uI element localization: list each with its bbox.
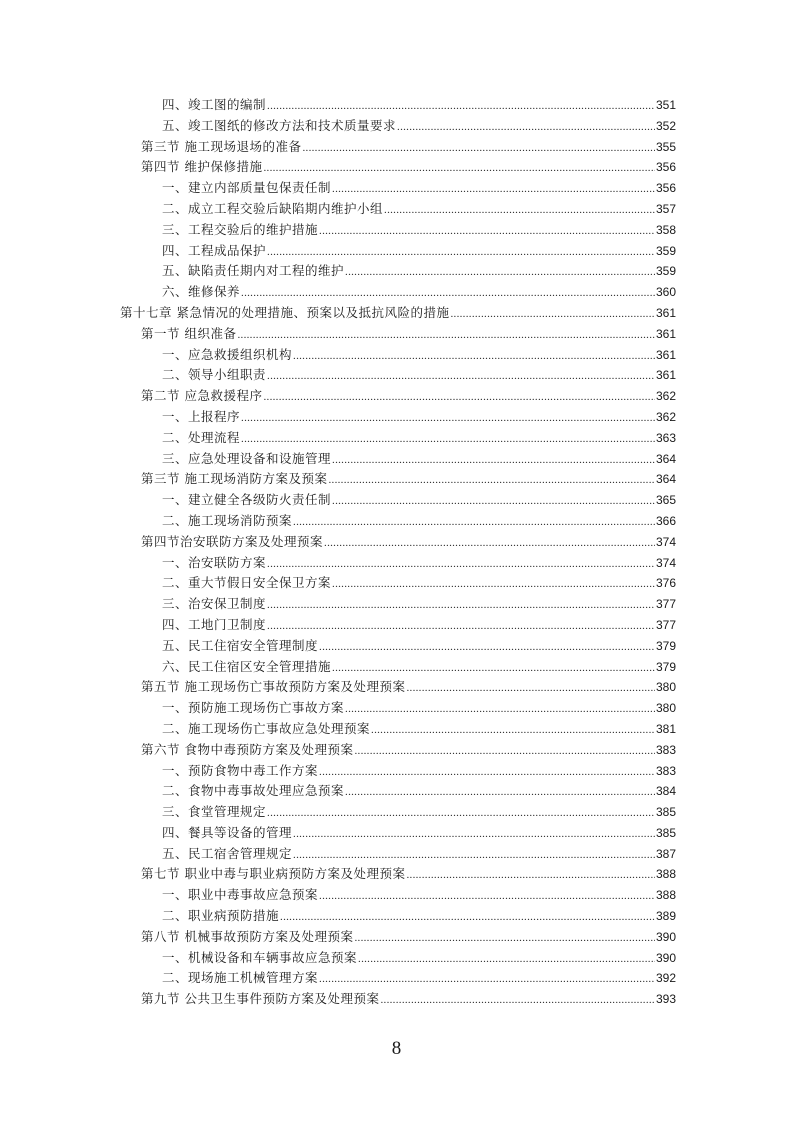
toc-dot-leader: [332, 658, 655, 679]
toc-entry[interactable]: [0, 282, 793, 303]
toc-dot-leader: [345, 699, 655, 720]
toc-entry-title: 二、职业病预防措施: [162, 908, 280, 924]
toc-entry-page: 390: [655, 929, 676, 944]
toc-entry-page: 379: [655, 638, 676, 653]
toc-entry-page: 366: [655, 513, 676, 528]
table-of-contents: [0, 95, 793, 1010]
toc-entry-page: 389: [655, 909, 676, 924]
toc-dot-leader: [241, 408, 655, 429]
toc-dot-leader: [241, 283, 655, 304]
toc-dot-leader: [241, 429, 655, 450]
toc-dot-leader: [293, 824, 655, 845]
toc-dot-leader: [406, 865, 654, 886]
toc-entry[interactable]: [0, 95, 793, 116]
toc-dot-leader: [267, 616, 655, 637]
toc-dot-leader: [384, 200, 655, 221]
toc-dot-leader: [332, 574, 655, 595]
toc-entry-title: 第三节 施工现场消防方案及预案: [141, 471, 328, 487]
toc-dot-leader: [267, 803, 655, 824]
toc-entry-title: 第九节 公共卫生事件预防方案及处理预案: [141, 991, 380, 1007]
toc-dot-leader: [319, 637, 655, 658]
toc-dot-leader: [293, 845, 655, 866]
toc-dot-leader: [319, 221, 655, 242]
toc-dot-leader: [332, 450, 655, 471]
toc-entry-page: 377: [655, 617, 676, 632]
toc-entry-title: 六、民工住宿区安全管理措施: [162, 658, 332, 674]
toc-entry-title: 四、餐具等设备的管理: [162, 824, 293, 840]
toc-entry-title: 第六节 食物中毒预防方案及处理预案: [141, 741, 354, 757]
toc-entry-title: 第三节 施工现场退场的准备: [141, 138, 302, 154]
toc-entry-title: 三、应急处理设备和设施管理: [162, 450, 332, 466]
toc-entry-page: 361: [655, 368, 676, 383]
toc-entry[interactable]: [0, 553, 793, 574]
toc-entry[interactable]: [0, 449, 793, 470]
toc-entry-title: 二、施工现场伤亡事故应急处理预案: [162, 720, 371, 736]
toc-entry-title: 第七节 职业中毒与职业病预防方案及处理预案: [141, 866, 406, 882]
toc-entry-page: 388: [655, 867, 676, 882]
toc-entry-page: 362: [655, 409, 676, 424]
toc-entry-title: 五、民工住宿安全管理制度: [162, 637, 319, 653]
toc-entry[interactable]: [0, 823, 793, 844]
toc-entry[interactable]: [0, 948, 793, 969]
toc-entry[interactable]: [0, 428, 793, 449]
toc-entry-page: 388: [655, 888, 676, 903]
toc-dot-leader: [302, 138, 654, 159]
toc-dot-leader: [319, 762, 655, 783]
toc-entry-title: 二、重大节假日安全保卫方案: [162, 575, 332, 591]
toc-dot-leader: [267, 96, 655, 117]
toc-entry-title: 四、工地门卫制度: [162, 616, 267, 632]
toc-entry-page: 362: [655, 389, 676, 404]
toc-entry[interactable]: [0, 178, 793, 199]
toc-dot-leader: [406, 678, 654, 699]
toc-entry[interactable]: [0, 511, 793, 532]
toc-entry[interactable]: [0, 802, 793, 823]
toc-dot-leader: [263, 158, 654, 179]
toc-dot-leader: [263, 387, 654, 408]
toc-dot-leader: [267, 366, 655, 387]
toc-entry-page: 359: [655, 264, 676, 279]
toc-entry-title: 四、竣工图的编制: [162, 97, 267, 112]
toc-entry-page: 381: [655, 721, 676, 736]
toc-entry-page: 356: [655, 160, 676, 175]
toc-entry[interactable]: [0, 989, 793, 1010]
toc-entry-page: 364: [655, 472, 676, 487]
toc-entry[interactable]: [0, 532, 793, 553]
toc-entry-page: 364: [655, 451, 676, 466]
toc-dot-leader: [267, 554, 655, 575]
toc-entry-title: 二、处理流程: [162, 429, 241, 445]
toc-entry-page: 358: [655, 222, 676, 237]
toc-entry-page: 359: [655, 243, 676, 258]
toc-dot-leader: [237, 325, 654, 346]
toc-entry-page: 387: [655, 846, 676, 861]
toc-entry-title: 一、应急救援组织机构: [162, 346, 293, 362]
toc-entry[interactable]: [0, 885, 793, 906]
toc-dot-leader: [328, 470, 654, 491]
toc-entry-title: 第四节治安联防方案及处理预案: [141, 533, 324, 549]
toc-entry-title: 第一节 组织准备: [141, 325, 237, 341]
toc-entry[interactable]: [0, 365, 793, 386]
toc-entry-page: 390: [655, 950, 676, 965]
toc-entry-title: 五、民工宿舍管理规定: [162, 845, 293, 861]
toc-entry-title: 一、建立内部质量包保责任制: [162, 180, 332, 196]
toc-entry[interactable]: [0, 573, 793, 594]
toc-entry-title: 一、建立健全各级防火责任制: [162, 492, 332, 508]
toc-dot-leader: [293, 346, 655, 367]
toc-dot-leader: [354, 741, 654, 762]
toc-dot-leader: [371, 720, 655, 741]
toc-dot-leader: [324, 533, 655, 554]
toc-entry[interactable]: [0, 594, 793, 615]
toc-entry-title: 五、缺陷责任期内对工程的维护: [162, 263, 345, 279]
toc-entry-title: 二、领导小组职责: [162, 367, 267, 383]
toc-entry[interactable]: [0, 137, 793, 158]
toc-entry[interactable]: [0, 261, 793, 282]
toc-entry[interactable]: [0, 864, 793, 885]
toc-entry-title: 第十七章 紧急情况的处理措施、预案以及抵抗风险的措施: [120, 304, 450, 320]
toc-entry-page: 357: [655, 201, 676, 216]
toc-entry[interactable]: [0, 220, 793, 241]
toc-entry[interactable]: [0, 199, 793, 220]
toc-entry[interactable]: [0, 719, 793, 740]
toc-entry-title: 五、竣工图纸的修改方法和技术质量要求: [162, 117, 397, 133]
toc-dot-leader: [332, 491, 655, 512]
toc-entry[interactable]: [0, 469, 793, 490]
toc-dot-leader: [332, 179, 655, 200]
toc-entry-page: 376: [655, 576, 676, 591]
toc-entry-page: 360: [655, 285, 676, 300]
toc-entry-title: 第八节 机械事故预防方案及处理预案: [141, 928, 354, 944]
toc-dot-leader: [293, 512, 655, 533]
toc-entry-title: 一、职业中毒事故应急预案: [162, 887, 319, 903]
toc-entry-page: 351: [655, 98, 676, 112]
toc-dot-leader: [354, 928, 654, 949]
toc-entry[interactable]: [0, 968, 793, 989]
toc-entry[interactable]: [0, 636, 793, 657]
toc-entry-page: 384: [655, 784, 676, 799]
toc-entry-title: 三、治安保卫制度: [162, 596, 267, 612]
toc-entry-page: 374: [655, 555, 676, 570]
toc-entry-page: 380: [655, 680, 676, 695]
toc-entry[interactable]: [0, 927, 793, 948]
toc-entry-title: 三、工程交验后的维护措施: [162, 221, 319, 237]
toc-entry-page: 379: [655, 659, 676, 674]
toc-entry-page: 361: [655, 347, 676, 362]
toc-entry-page: 355: [655, 139, 676, 154]
toc-dot-leader: [397, 117, 655, 138]
toc-entry-title: 二、施工现场消防预案: [162, 512, 293, 528]
toc-dot-leader: [345, 782, 655, 803]
toc-entry-title: 第四节 维护保修措施: [141, 159, 263, 175]
toc-dot-leader: [280, 907, 655, 928]
toc-entry[interactable]: [0, 740, 793, 761]
toc-dot-leader: [319, 886, 655, 907]
toc-entry-page: 352: [655, 118, 676, 133]
toc-entry[interactable]: [0, 781, 793, 802]
toc-entry-title: 二、食物中毒事故处理应急预案: [162, 783, 345, 799]
toc-entry[interactable]: [0, 407, 793, 428]
toc-dot-leader: [267, 242, 655, 263]
toc-entry-page: 377: [655, 597, 676, 612]
toc-entry-page: 361: [655, 305, 676, 320]
toc-entry-title: 四、工程成品保护: [162, 242, 267, 258]
toc-entry-page: 361: [655, 326, 676, 341]
toc-entry-title: 第二节 应急救援程序: [141, 388, 263, 404]
toc-entry-title: 二、现场施工机械管理方案: [162, 970, 319, 986]
toc-dot-leader: [358, 949, 655, 970]
toc-dot-leader: [380, 990, 654, 1011]
toc-entry-title: 三、食堂管理规定: [162, 804, 267, 820]
toc-entry[interactable]: [0, 615, 793, 636]
toc-entry-page: 356: [655, 181, 676, 196]
toc-entry-title: 一、预防施工现场伤亡事故方案: [162, 700, 345, 716]
toc-entry[interactable]: [0, 698, 793, 719]
toc-entry[interactable]: [0, 345, 793, 366]
toc-entry-title: 一、上报程序: [162, 408, 241, 424]
toc-entry[interactable]: [0, 241, 793, 262]
toc-dot-leader: [267, 595, 655, 616]
toc-entry-page: 374: [655, 534, 676, 549]
toc-entry-title: 第五节 施工现场伤亡事故预防方案及处理预案: [141, 679, 406, 695]
toc-entry-page: 365: [655, 493, 676, 508]
toc-entry[interactable]: [0, 761, 793, 782]
toc-entry-title: 一、治安联防方案: [162, 554, 267, 570]
toc-entry-title: 一、预防食物中毒工作方案: [162, 762, 319, 778]
toc-entry[interactable]: [0, 303, 793, 324]
toc-dot-leader: [319, 969, 655, 990]
toc-entry-page: 380: [655, 701, 676, 716]
toc-entry[interactable]: [0, 157, 793, 178]
toc-entry-page: 385: [655, 805, 676, 820]
toc-entry-title: 六、维修保养: [162, 284, 241, 300]
toc-entry-title: 二、成立工程交验后缺陷期内维护小组: [162, 200, 384, 216]
toc-entry[interactable]: [0, 386, 793, 407]
toc-dot-leader: [450, 304, 654, 325]
toc-entry[interactable]: [0, 490, 793, 511]
toc-entry-page: 363: [655, 430, 676, 445]
toc-entry-page: 383: [655, 742, 676, 757]
toc-entry[interactable]: [0, 116, 793, 137]
toc-entry[interactable]: [0, 844, 793, 865]
toc-entry-page: 385: [655, 825, 676, 840]
toc-entry[interactable]: [0, 324, 793, 345]
toc-entry-page: 392: [655, 971, 676, 986]
toc-entry-page: 393: [655, 992, 676, 1007]
toc-dot-leader: [345, 262, 655, 283]
toc-entry[interactable]: [0, 906, 793, 927]
toc-entry-title: 一、机械设备和车辆事故应急预案: [162, 949, 358, 965]
toc-entry-page: 383: [655, 763, 676, 778]
page-number: 8: [391, 1038, 402, 1059]
toc-entry[interactable]: [0, 657, 793, 678]
toc-entry[interactable]: [0, 677, 793, 698]
